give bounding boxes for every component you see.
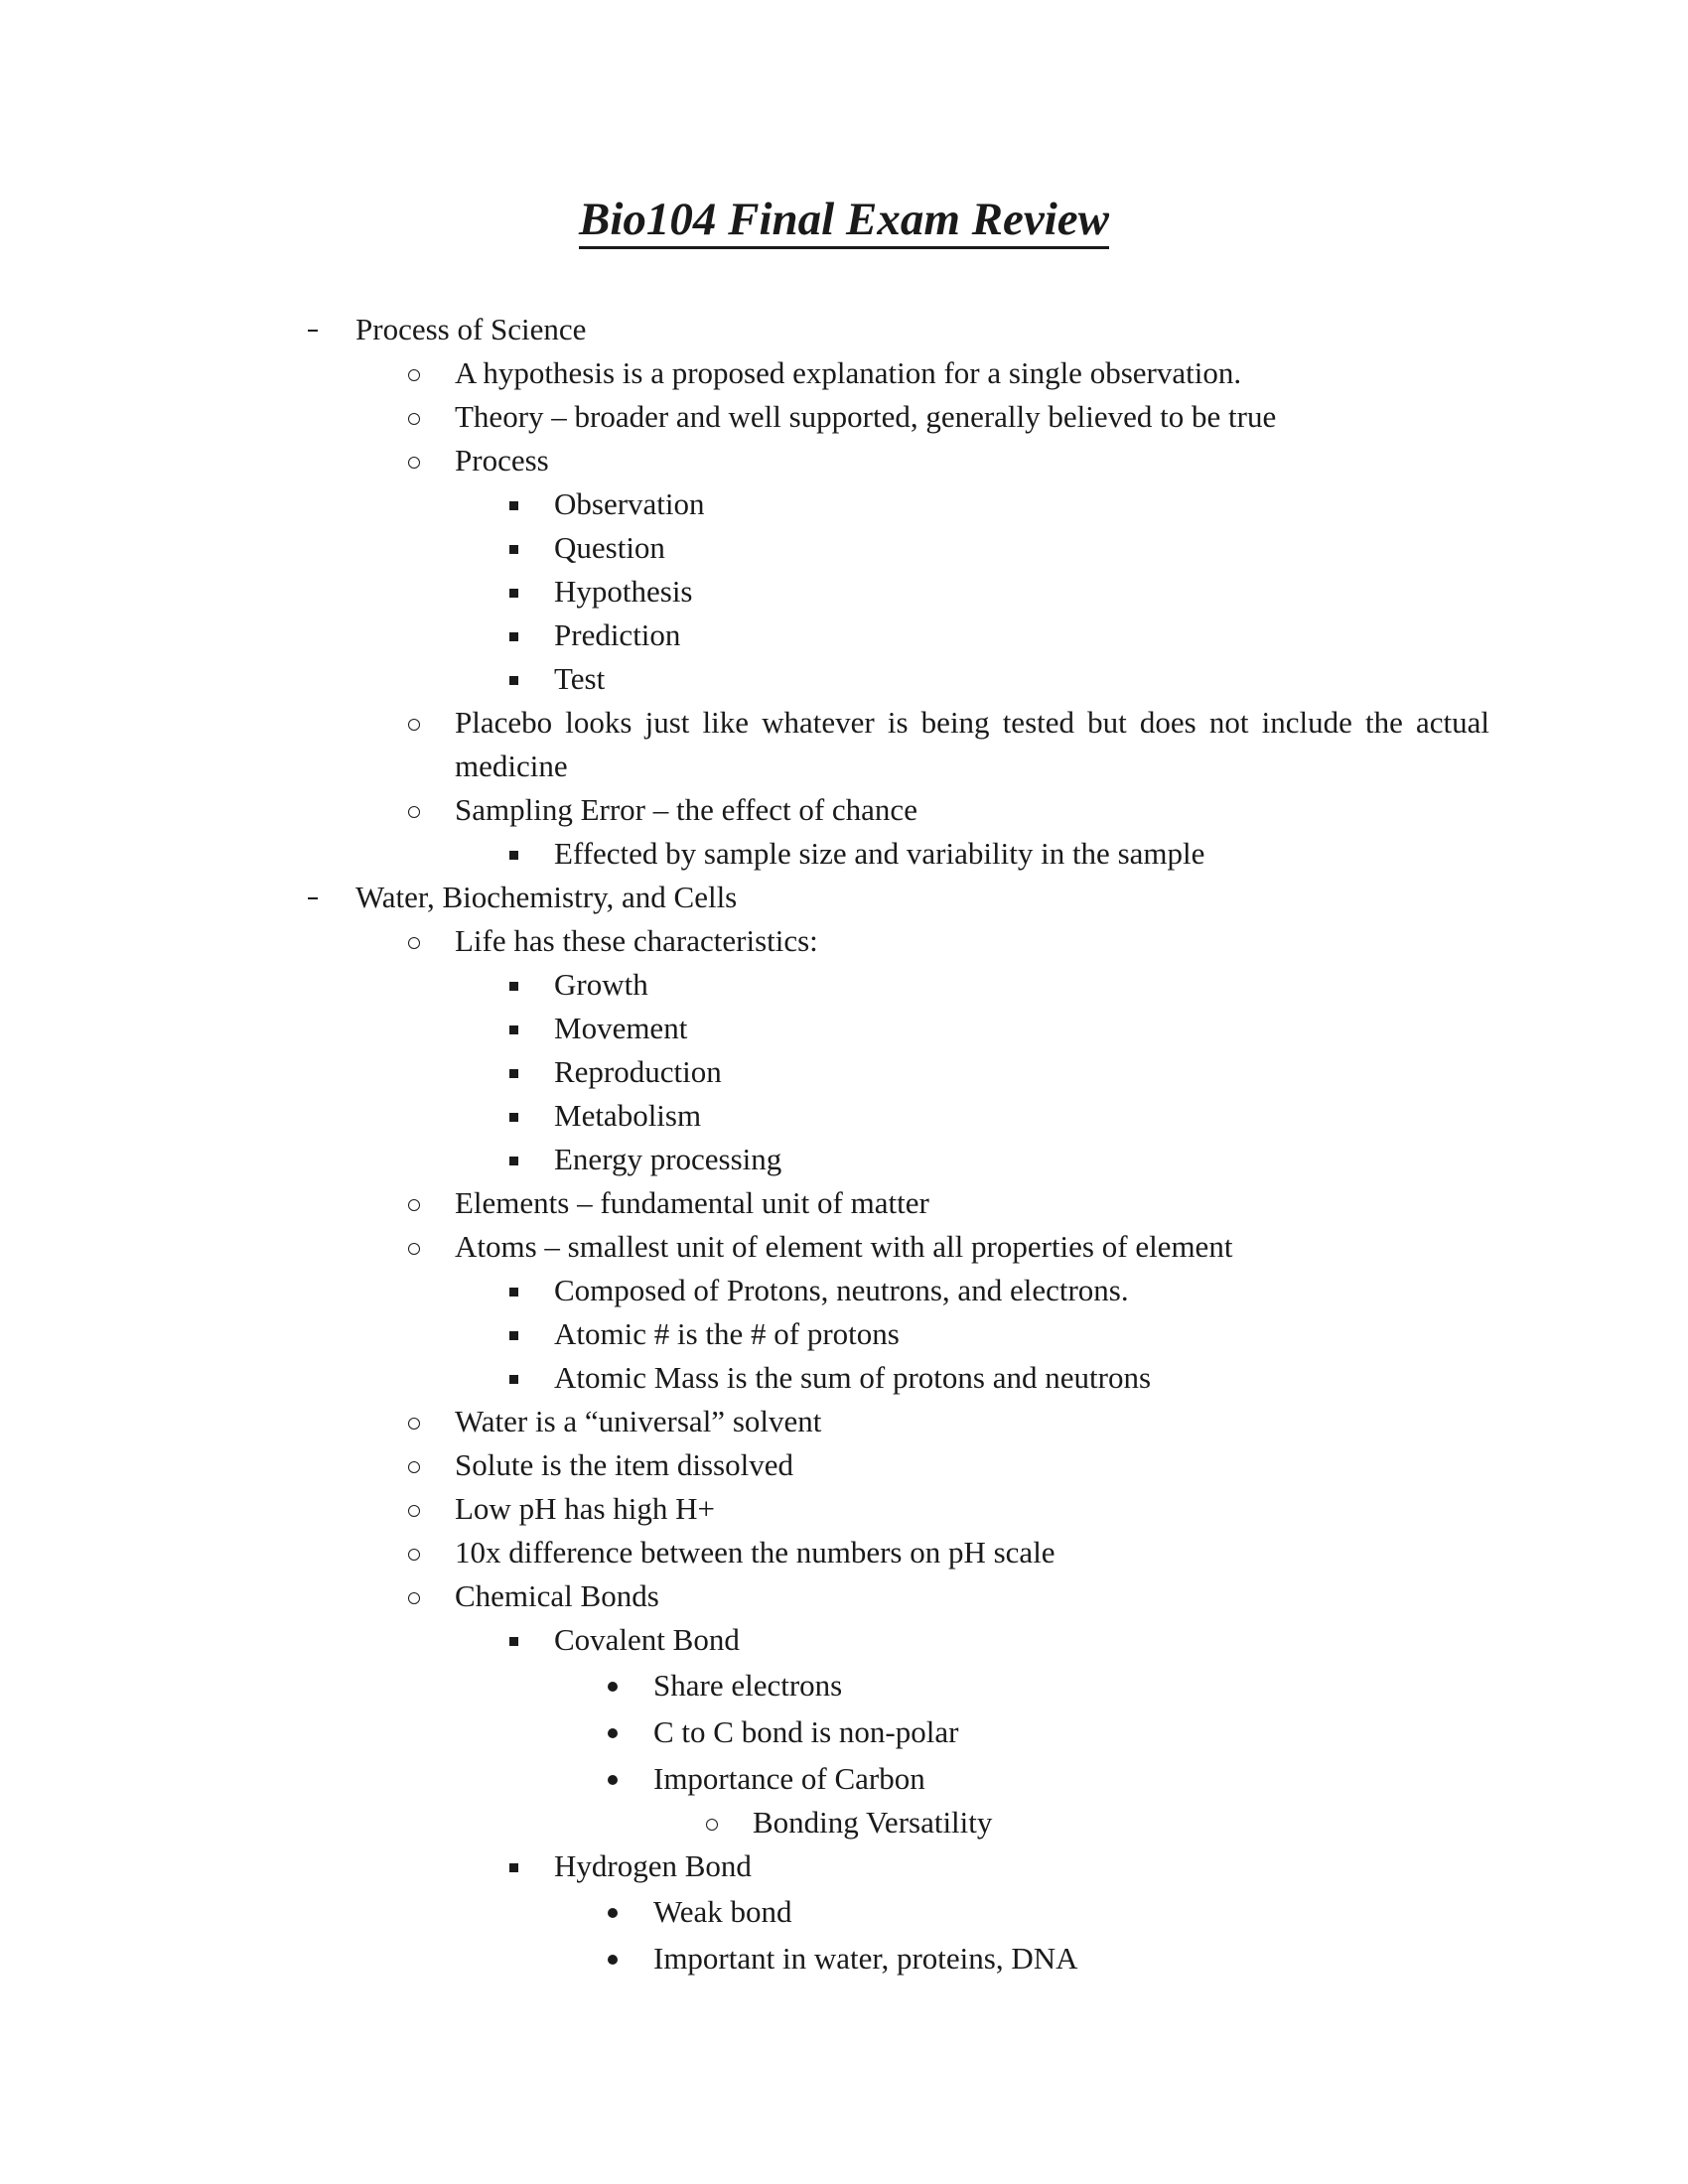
filled-dot-bullet-icon [601, 1892, 625, 1932]
square-bullet-icon [501, 1009, 525, 1048]
square-bullet-icon [501, 834, 525, 874]
dash-bullet-icon [301, 878, 325, 917]
hollow-circle-bullet-icon [402, 1445, 426, 1485]
square-bullet-icon [501, 1052, 525, 1092]
hollow-circle-bullet-icon [700, 1803, 724, 1843]
square-bullet-icon [501, 1140, 525, 1179]
filled-dot-bullet-icon [601, 1939, 625, 1979]
filled-dot-bullet-icon [601, 1666, 625, 1706]
filled-dot-bullet-icon [601, 1712, 625, 1752]
hollow-circle-bullet-icon [402, 1227, 426, 1267]
square-bullet-icon [501, 572, 525, 612]
title-text: Bio104 Final Exam Review [579, 194, 1109, 249]
hollow-circle-bullet-icon [402, 1576, 426, 1616]
page-title [0, 194, 1688, 245]
square-bullet-icon [501, 615, 525, 655]
hollow-circle-bullet-icon [402, 1183, 426, 1223]
square-bullet-icon [501, 528, 525, 568]
square-bullet-icon [501, 1846, 525, 1886]
hollow-circle-bullet-icon [402, 703, 426, 743]
hollow-circle-bullet-icon [402, 921, 426, 961]
hollow-circle-bullet-icon [402, 1533, 426, 1572]
square-bullet-icon [501, 1358, 525, 1398]
filled-dot-bullet-icon [601, 1759, 625, 1799]
hollow-circle-bullet-icon [402, 1489, 426, 1529]
square-bullet-icon [501, 965, 525, 1005]
square-bullet-icon [501, 1620, 525, 1660]
square-bullet-icon [501, 484, 525, 524]
hollow-circle-bullet-icon [402, 353, 426, 393]
document-page: Bio104 Final Exam Review Process of Science A hypothesis is a proposed explanation for a single observation. Theory – broader and well supported, generally believed to be true Process Observation Question Hypothesis Prediction Test Placebo looks just like whatever is being tested but does not include the actual medicine Sampling Error – the effect of chance Effected by sample size and variability in the sample Water, Biochemistry, and Cells Life has these characteristics: Growth Movement Reproduction Metabolism Energy processing Elements – fundamental unit of matter Atoms – smallest unit of element with all properties of element Composed of Protons, neutrons, and electrons. Atomic # is the # of protons Atomic Mass is the sum of protons and neutrons Water is a “universal” solvent Solute is the item dissolved Low pH has high H+ 10x difference between the numbers on pH scale Chemical Bonds Covalent Bond Share electrons C to C bond is non-polar Importance of Carbon Bonding Versatility Hydrogen Bond Weak bond Important in water, proteins, DNA [0, 0, 1688, 2184]
square-bullet-icon [501, 1096, 525, 1136]
dash-bullet-icon [301, 310, 325, 349]
hollow-circle-bullet-icon [402, 1402, 426, 1441]
square-bullet-icon [501, 1314, 525, 1354]
square-bullet-icon [501, 1271, 525, 1310]
placebo-paragraph: Placebo looks just like whatever is being tested but does not include the actual medicine [455, 705, 1489, 783]
hollow-circle-bullet-icon [402, 397, 426, 437]
square-bullet-icon [501, 659, 525, 699]
hollow-circle-bullet-icon [402, 790, 426, 830]
hollow-circle-bullet-icon [402, 441, 426, 480]
